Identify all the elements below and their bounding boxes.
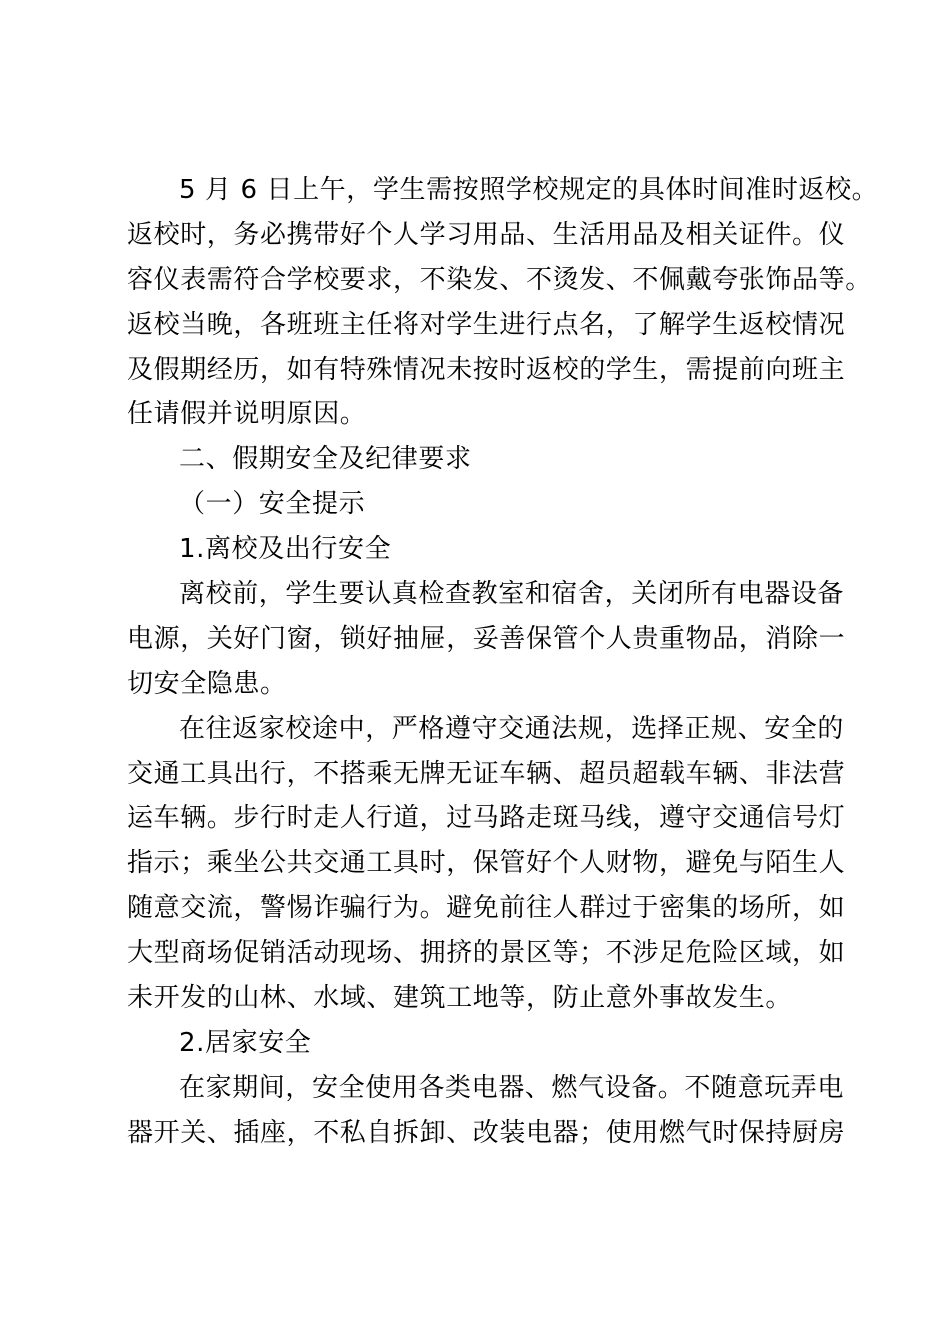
text-line: 切安全隐患。 (127, 668, 287, 699)
text-line: 离校前，学生要认真检查教室和宿舍，关闭所有电器设备 (179, 579, 845, 610)
text-line: 器开关、插座，不私自拆卸、改装电器；使用燃气时保持厨房 (127, 1117, 846, 1148)
text-line: 指示；乘坐公共交通工具时，保管好个人财物，避免与陌生人 (127, 848, 846, 879)
text-line: 及假期经历，如有特殊情况未按时返校的学生，需提前向班主 (127, 354, 846, 385)
text-line: 运车辆。步行时走人行道，过马路走斑马线，遵守交通信号灯 (127, 803, 846, 834)
document-page (127, 168, 879, 1156)
text-line: 任请假并说明原因。 (127, 399, 367, 430)
text-line: 未开发的山林、水域、建筑工地等，防止意外事故发生。 (127, 983, 793, 1014)
text-line: 容仪表需符合学校要求，不染发、不烫发、不佩戴夸张饰品等。 (127, 264, 872, 295)
text-line: 随意交流，警惕诈骗行为。避免前往人群过于密集的场所，如 (127, 893, 846, 924)
text-line: 大型商场促销活动现场、拥挤的景区等；不涉足危险区域，如 (127, 938, 846, 969)
section-heading: 二、假期安全及纪律要求 (179, 444, 472, 475)
text-line: 交通工具出行，不搭乘无牌无证车辆、超员超载车辆、非法营 (127, 758, 846, 789)
text-line: 返校当晚，各班班主任将对学生进行点名，了解学生返校情况 (127, 309, 846, 340)
text-line: 在家期间，安全使用各类电器、燃气设备。不随意玩弄电 (179, 1072, 845, 1103)
text-line: 在往返家校途中，严格遵守交通法规，选择正规、安全的 (179, 713, 845, 744)
subsection-heading: （一）安全提示 (179, 489, 366, 520)
item-heading: 1.离校及出行安全 (179, 534, 392, 565)
text-line: 返校时，务必携带好个人学习用品、生活用品及相关证件。仪 (127, 219, 846, 250)
text-line: 5 月 6 日上午，学生需按照学校规定的具体时间准时返校。 (179, 175, 879, 205)
item-heading: 2.居家安全 (179, 1027, 312, 1058)
text-line: 电源，关好门窗，锁好抽屉，妥善保管个人贵重物品，消除一 (127, 623, 846, 654)
